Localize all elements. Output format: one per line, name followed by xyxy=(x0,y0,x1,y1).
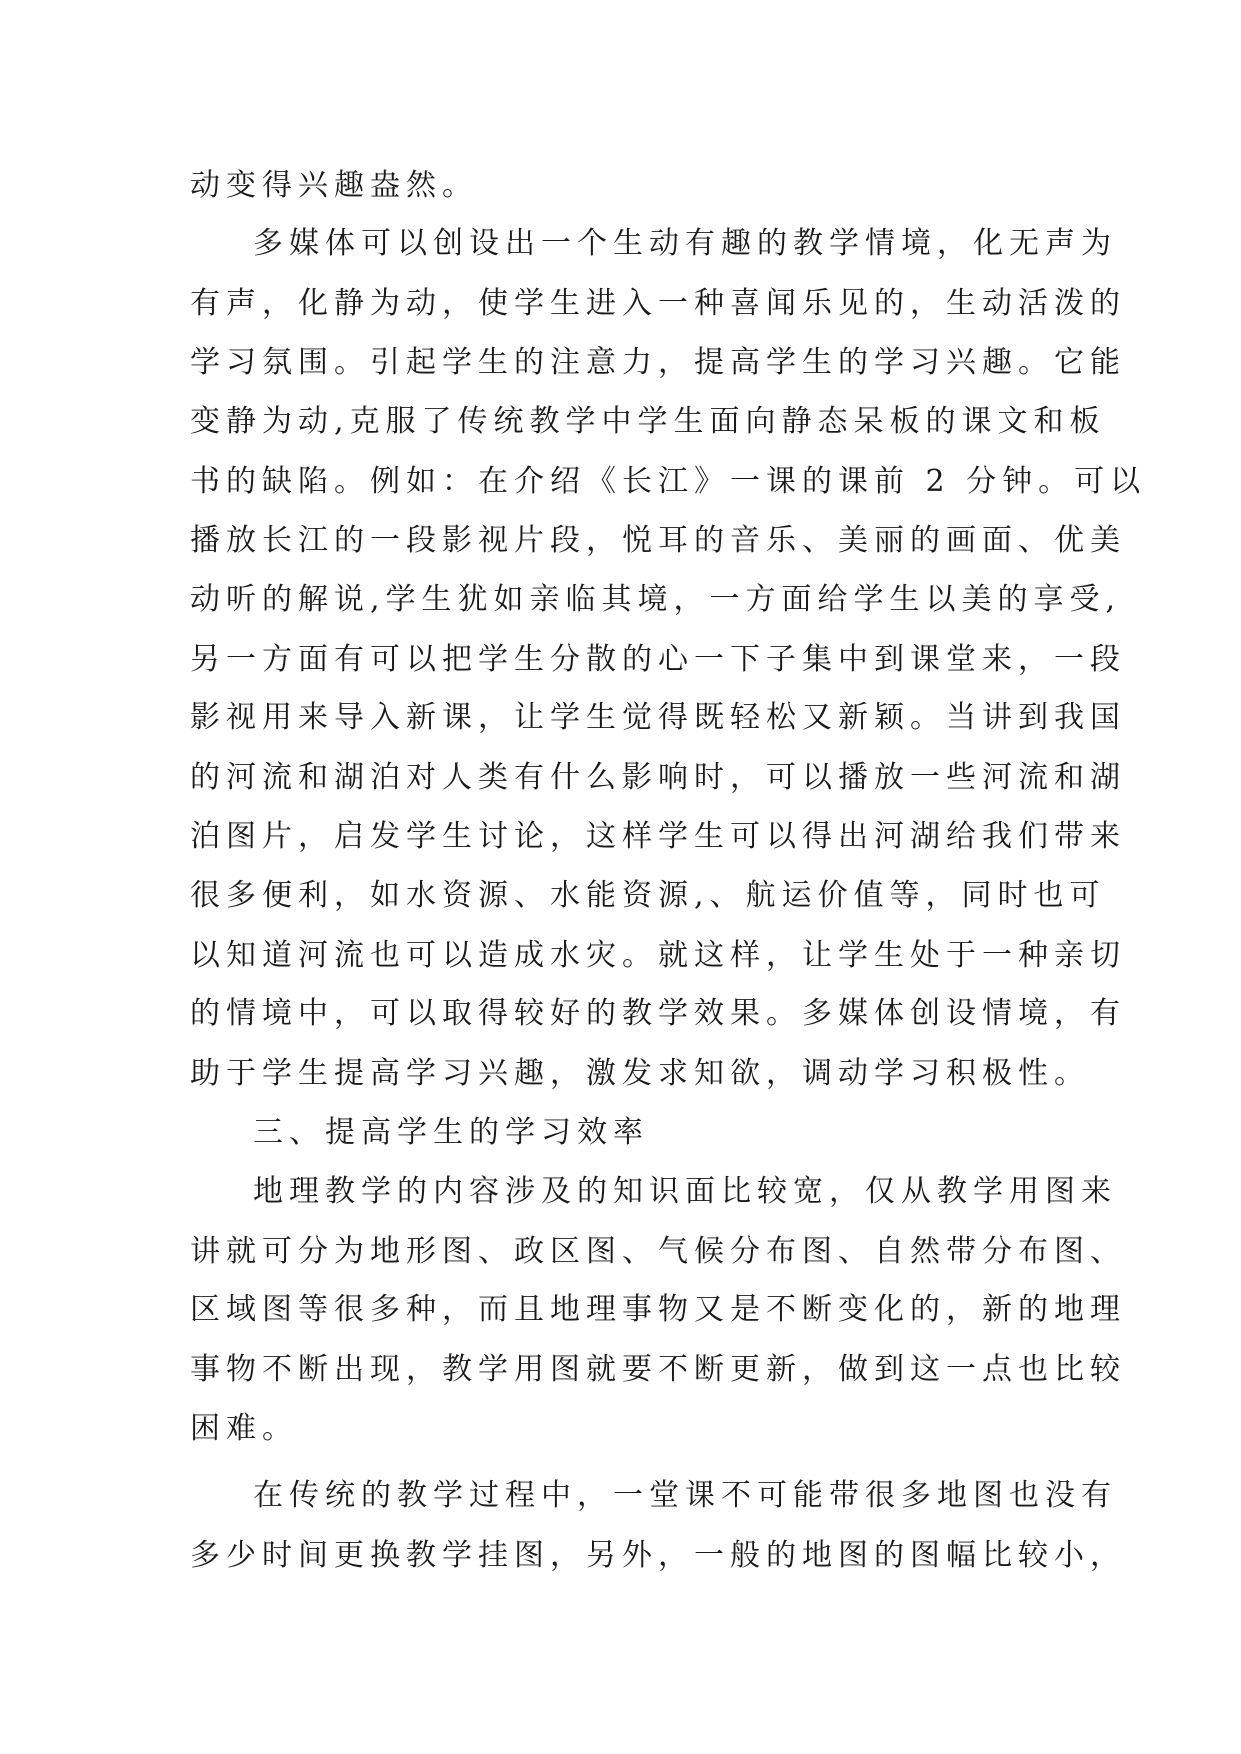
text-line: 困难。 xyxy=(190,1411,298,1446)
text-line: 的情境中，可以取得较好的教学效果。多媒体创设情境，有 xyxy=(190,996,1126,1031)
paragraph-start-line: 在传统的教学过程中，一堂课不可能带很多地图也没有 xyxy=(253,1478,1117,1513)
text-line: 另一方面有可以把学生分散的心一下子集中到课堂来，一段 xyxy=(190,642,1126,677)
text-line: 泊图片，启发学生讨论，这样学生可以得出河湖给我们带来 xyxy=(190,819,1126,854)
text-line: 变静为动,克服了传统教学中学生面向静态呆板的课文和板 xyxy=(190,404,1106,439)
text-line: 多少时间更换教学挂图，另外，一般的地图的图幅比较小， xyxy=(190,1538,1126,1573)
text-line: 事物不断出现，教学用图就要不断更新，做到这一点也比较 xyxy=(190,1352,1126,1387)
text-line: 讲就可分为地形图、政区图、气候分布图、自然带分布图、 xyxy=(190,1234,1126,1269)
text-line: 动听的解说,学生犹如亲临其境，一方面给学生以美的享受, xyxy=(190,582,1122,617)
text-line: 有声，化静为动，使学生进入一种喜闻乐见的，生动活泼的 xyxy=(190,286,1126,321)
text-line: 书的缺陷。例如：在介绍《长江》一课的课前 2 分钟。可以 xyxy=(190,464,1147,499)
section-heading: 三、提高学生的学习效率 xyxy=(253,1115,649,1150)
text-line: 学习氛围。引起学生的注意力，提高学生的学习兴趣。它能 xyxy=(190,345,1126,380)
text-line: 动变得兴趣盎然。 xyxy=(190,168,478,203)
text-line: 播放长江的一段影视片段，悦耳的音乐、美丽的画面、优美 xyxy=(190,523,1126,558)
text-line: 很多便利，如水资源、水能资源,、航运价值等，同时也可 xyxy=(190,878,1106,913)
text-line: 助于学生提高学习兴趣，激发求知欲，调动学习积极性。 xyxy=(190,1056,1090,1091)
text-line: 以知道河流也可以造成水灾。就这样，让学生处于一种亲切 xyxy=(190,938,1126,973)
paragraph-start-line: 多媒体可以创设出一个生动有趣的教学情境，化无声为 xyxy=(253,226,1117,261)
paragraph-start-line: 地理教学的内容涉及的知识面比较宽，仅从教学用图来 xyxy=(253,1174,1117,1209)
text-line: 的河流和湖泊对人类有什么影响时，可以播放一些河流和湖 xyxy=(190,760,1126,795)
text-line: 影视用来导入新课，让学生觉得既轻松又新颖。当讲到我国 xyxy=(190,700,1126,735)
text-line: 区域图等很多种，而且地理事物又是不断变化的，新的地理 xyxy=(190,1292,1126,1327)
